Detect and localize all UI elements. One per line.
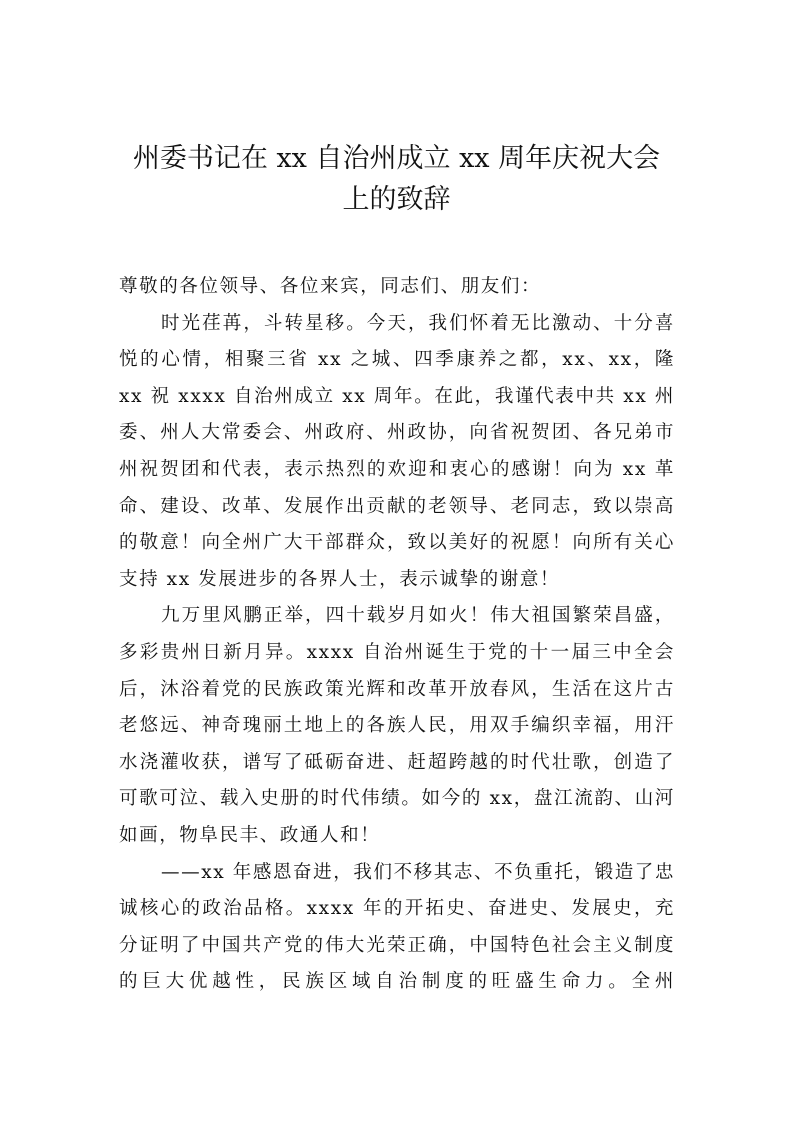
title-line-1: 州委书记在 xx 自治州成立 xx 周年庆祝大会 [132, 143, 661, 174]
paragraph-1: 时光荏苒，斗转星移。今天，我们怀着无比激动、十分喜悦的心情，相聚三省 xx 之城、四季康养之都，xx、xx，隆 xx 祝 xxxx 自治州成立 xx 周年。在此，我谨代表中共 xx 州委、州人大常委会、州政府、州政协，向省祝贺团、各兄弟市州祝贺团和代表，表示热烈的欢迎和衷心的感谢！向为 xx 革命、建设、改革、发展作出贡献的老领导、老同志，致以崇高的敬意！向全州广大干部群众，致以美好的祝愿！向所有关心支持 xx 发展进步的各界人士，表示诚挚的谢意！ [119, 312, 675, 590]
paragraph-3: ——xx 年感恩奋进，我们不移其志、不负重托，锻造了忠诚核心的政治品格。xxxx 年的开拓史、奋进史、发展史，充分证明了中国共产党的伟大光荣正确，中国特色社会主义制度的巨大优越性，民族区域自治制度的旺盛生命力。全州 [119, 861, 675, 993]
title-line-2: 上的致辞 [342, 184, 451, 215]
document-title [100, 138, 693, 220]
document-body [119, 269, 675, 1001]
salutation: 尊敬的各位领导、各位来宾，同志们、朋友们： [119, 276, 542, 297]
paragraph-2: 九万里风鹏正举，四十载岁月如火！伟大祖国繁荣昌盛，多彩贵州日新月异。xxxx 自治州诞生于党的十一届三中全会后，沐浴着党的民族政策光辉和改革开放春风，生活在这片古老悠远、神奇瑰丽土地上的各族人民，用双手编织幸福，用汗水浇灌收获，谱写了砥砺奋进、赶超跨越的时代壮歌，创造了可歌可泣、载入史册的时代伟绩。如今的 xx，盘江流韵、山河如画，物阜民丰、政通人和！ [119, 605, 675, 846]
